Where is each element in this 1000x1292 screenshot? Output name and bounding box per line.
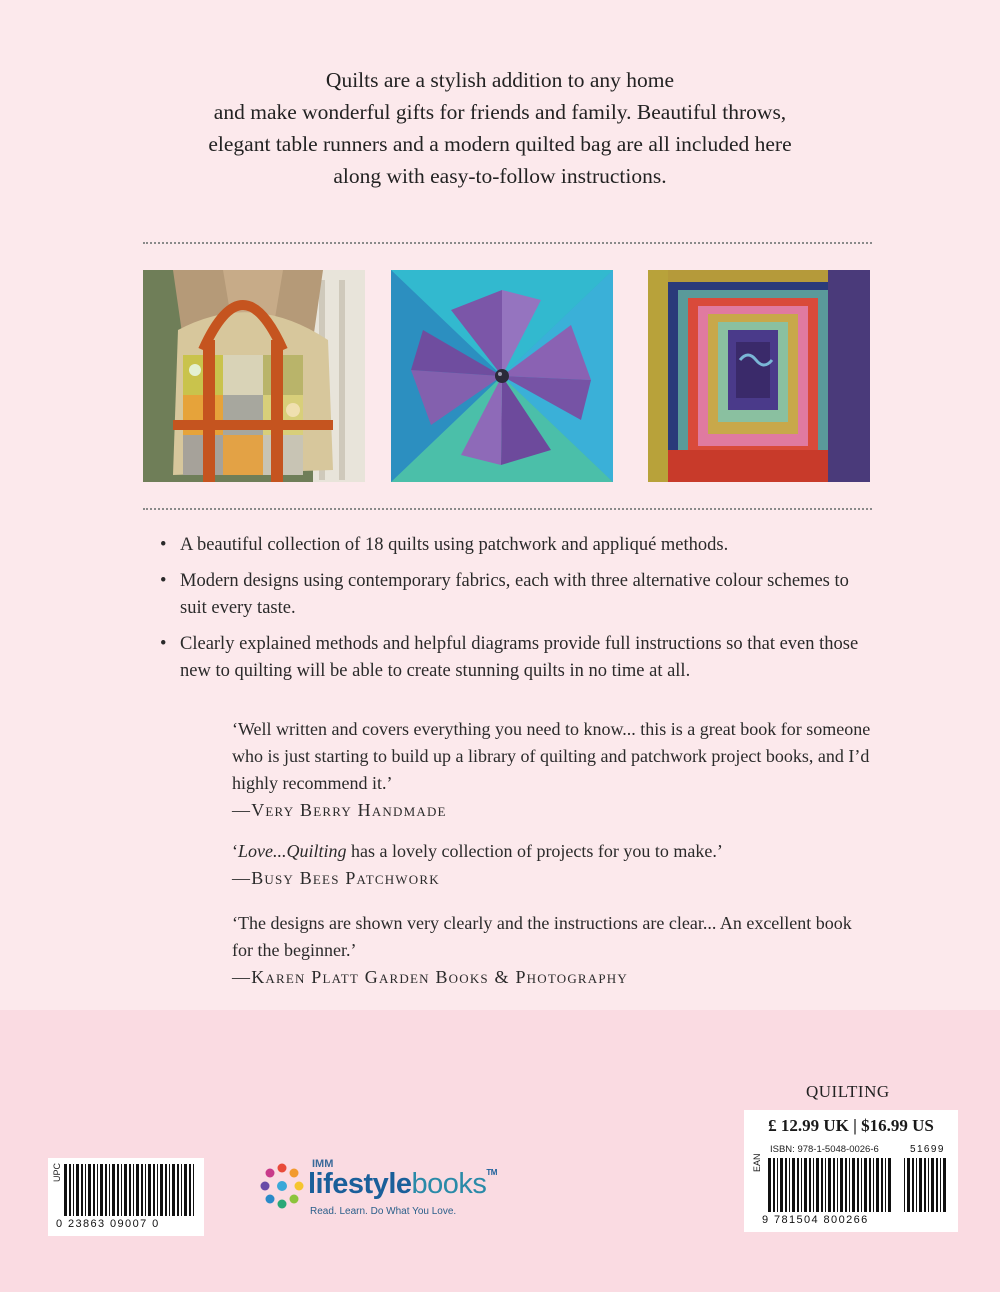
barcode-bar [837, 1158, 838, 1212]
bullet-icon: • [160, 634, 167, 654]
quote-attribution: —Very Berry Handmade [232, 800, 447, 820]
barcode-bar [840, 1158, 843, 1212]
quilted-bag-photo [143, 270, 365, 482]
barcode-bar [936, 1158, 938, 1212]
quote-text: ‘Love...Quilting has a lovely collection of projects for you to make.’ [232, 841, 723, 861]
barcode-bar [907, 1158, 910, 1212]
barcode-bar [861, 1158, 862, 1212]
barcode-bar [88, 1164, 91, 1216]
barcode-bar [145, 1164, 146, 1216]
barcode-bar [153, 1164, 155, 1216]
bullet-icon: • [160, 571, 167, 591]
review-quote [232, 716, 872, 824]
review-quote [232, 838, 872, 892]
ean-addon-bars [904, 1158, 948, 1212]
upc-number: 0 23863 09007 0 [56, 1218, 160, 1230]
quote-text: ‘Well written and covers everything you need to know... this is a great book for someone who is just starting to build up a library of quilting and patchwork project books, and I’d highly recommend it.’ [232, 719, 871, 793]
barcode-bar [845, 1158, 847, 1212]
intro-line: Quilts are a stylish addition to any home [325, 68, 675, 92]
barcode-bar [105, 1164, 107, 1216]
barcode-bar [888, 1158, 891, 1212]
log-cabin-quilt-block-photo [648, 270, 870, 482]
list-item: • Modern designs using contemporary fabrics, each with three alternative colour schemes to suit every taste. [160, 568, 880, 622]
barcode-bar [785, 1158, 787, 1212]
barcode-bar [885, 1158, 886, 1212]
intro-line: elegant table runners and a modern quilted bag are all included here [208, 132, 792, 156]
barcode-bar [881, 1158, 883, 1212]
barcode-bar [912, 1158, 914, 1212]
barcode-bar [169, 1164, 170, 1216]
list-item: • A beautiful collection of 18 quilts using patchwork and appliqué methods. [160, 532, 880, 559]
intro-line: along with easy-to-follow instructions. [333, 164, 667, 188]
feature-list [160, 532, 880, 694]
pinwheel-quilt-block-photo [391, 270, 613, 482]
barcode-bar [873, 1158, 874, 1212]
barcode-bar [81, 1164, 83, 1216]
barcode-bar [148, 1164, 151, 1216]
barcode-bar [792, 1158, 795, 1212]
barcode-bar [64, 1164, 67, 1216]
barcode-bar [943, 1158, 946, 1212]
barcode-bar [768, 1158, 771, 1212]
barcode-bar [121, 1164, 122, 1216]
ean-label: EAN [752, 1153, 762, 1172]
barcode-bar [928, 1158, 929, 1212]
barcode-bar [931, 1158, 934, 1212]
barcode-bar [177, 1164, 179, 1216]
barcode-bar [801, 1158, 802, 1212]
ean-number: 9 781504 800266 [762, 1214, 869, 1226]
intro-line: and make wonderful gifts for friends and family. Beautiful throws, [213, 100, 787, 124]
barcode-bar [129, 1164, 131, 1216]
barcode-bar [184, 1164, 187, 1216]
barcode-bar [112, 1164, 115, 1216]
barcode-bar [109, 1164, 110, 1216]
barcode-bar [857, 1158, 859, 1212]
barcode-bar [85, 1164, 86, 1216]
barcode-bar [849, 1158, 850, 1212]
upc-label: UPC [52, 1162, 62, 1182]
barcode-bar [940, 1158, 941, 1212]
barcode-bar [869, 1158, 871, 1212]
logo-tagline: Read. Learn. Do What You Love. [310, 1206, 457, 1217]
barcode-bar [777, 1158, 778, 1212]
barcode-bar [813, 1158, 814, 1212]
barcode-bar [773, 1158, 775, 1212]
barcode-bar [73, 1164, 74, 1216]
barcode-bar [117, 1164, 119, 1216]
price-label: £ 12.99 UK | $16.99 US [768, 1116, 934, 1135]
barcode-bar [124, 1164, 127, 1216]
barcode-bar [141, 1164, 143, 1216]
quote-attribution: —Busy Bees Patchwork [232, 868, 440, 888]
barcode-bar [797, 1158, 799, 1212]
barcode-bar [789, 1158, 790, 1212]
barcode-bar [919, 1158, 922, 1212]
barcode-bar [864, 1158, 867, 1212]
barcode-bar [69, 1164, 71, 1216]
logo-wordmark: lifestylebooks™ [308, 1168, 497, 1200]
bullet-icon: • [160, 535, 167, 555]
barcode-bar [804, 1158, 807, 1212]
review-quote [232, 910, 872, 991]
barcode-bar [924, 1158, 926, 1212]
footer-band [0, 1010, 1000, 1292]
barcode-bar [828, 1158, 831, 1212]
barcode-bar [780, 1158, 783, 1212]
upc-bars [64, 1164, 198, 1216]
barcode-bar [172, 1164, 175, 1216]
barcode-bar [181, 1164, 182, 1216]
barcode-bar [816, 1158, 819, 1212]
category-label: QUILTING [806, 1082, 890, 1101]
barcode-bar [136, 1164, 139, 1216]
barcode-bar [809, 1158, 811, 1212]
barcode-bar [916, 1158, 917, 1212]
list-item: • Clearly explained methods and helpful diagrams provide full instructions so that even those new to quilting will be able to create stunning quilts in no time at all. [160, 631, 880, 685]
logo-imm: IMM [312, 1158, 334, 1170]
barcode-bar [100, 1164, 103, 1216]
barcode-bar [852, 1158, 855, 1212]
quote-text: ‘The designs are shown very clearly and the instructions are clear... An excellent book for the beginner.’ [232, 913, 852, 960]
ean-bars [768, 1158, 894, 1212]
dotted-divider-bottom [143, 508, 872, 510]
barcode-bar [93, 1164, 95, 1216]
barcode-bar [76, 1164, 79, 1216]
barcode-bar [876, 1158, 879, 1212]
barcode-bar [157, 1164, 158, 1216]
barcode-bar [160, 1164, 163, 1216]
barcode-bar [821, 1158, 823, 1212]
colored-dots-icon [258, 1162, 306, 1210]
barcode-bar [133, 1164, 134, 1216]
barcode-bar [189, 1164, 191, 1216]
ean-addon-number: 51699 [910, 1144, 945, 1155]
barcode-bar [825, 1158, 826, 1212]
upc-barcode [48, 1158, 204, 1236]
isbn-barcode [744, 1110, 958, 1232]
isbn-text: ISBN: 978-1-5048-0026-6 [770, 1144, 879, 1155]
dotted-divider-top [143, 242, 872, 244]
intro-paragraph [120, 64, 880, 192]
barcode-bar [193, 1164, 194, 1216]
barcode-bar [165, 1164, 167, 1216]
quote-attribution: —Karen Platt Garden Books & Photography [232, 967, 628, 987]
barcode-bar [833, 1158, 835, 1212]
imm-lifestyle-books-logo [258, 1154, 558, 1234]
barcode-bar [97, 1164, 98, 1216]
barcode-bar [904, 1158, 905, 1212]
